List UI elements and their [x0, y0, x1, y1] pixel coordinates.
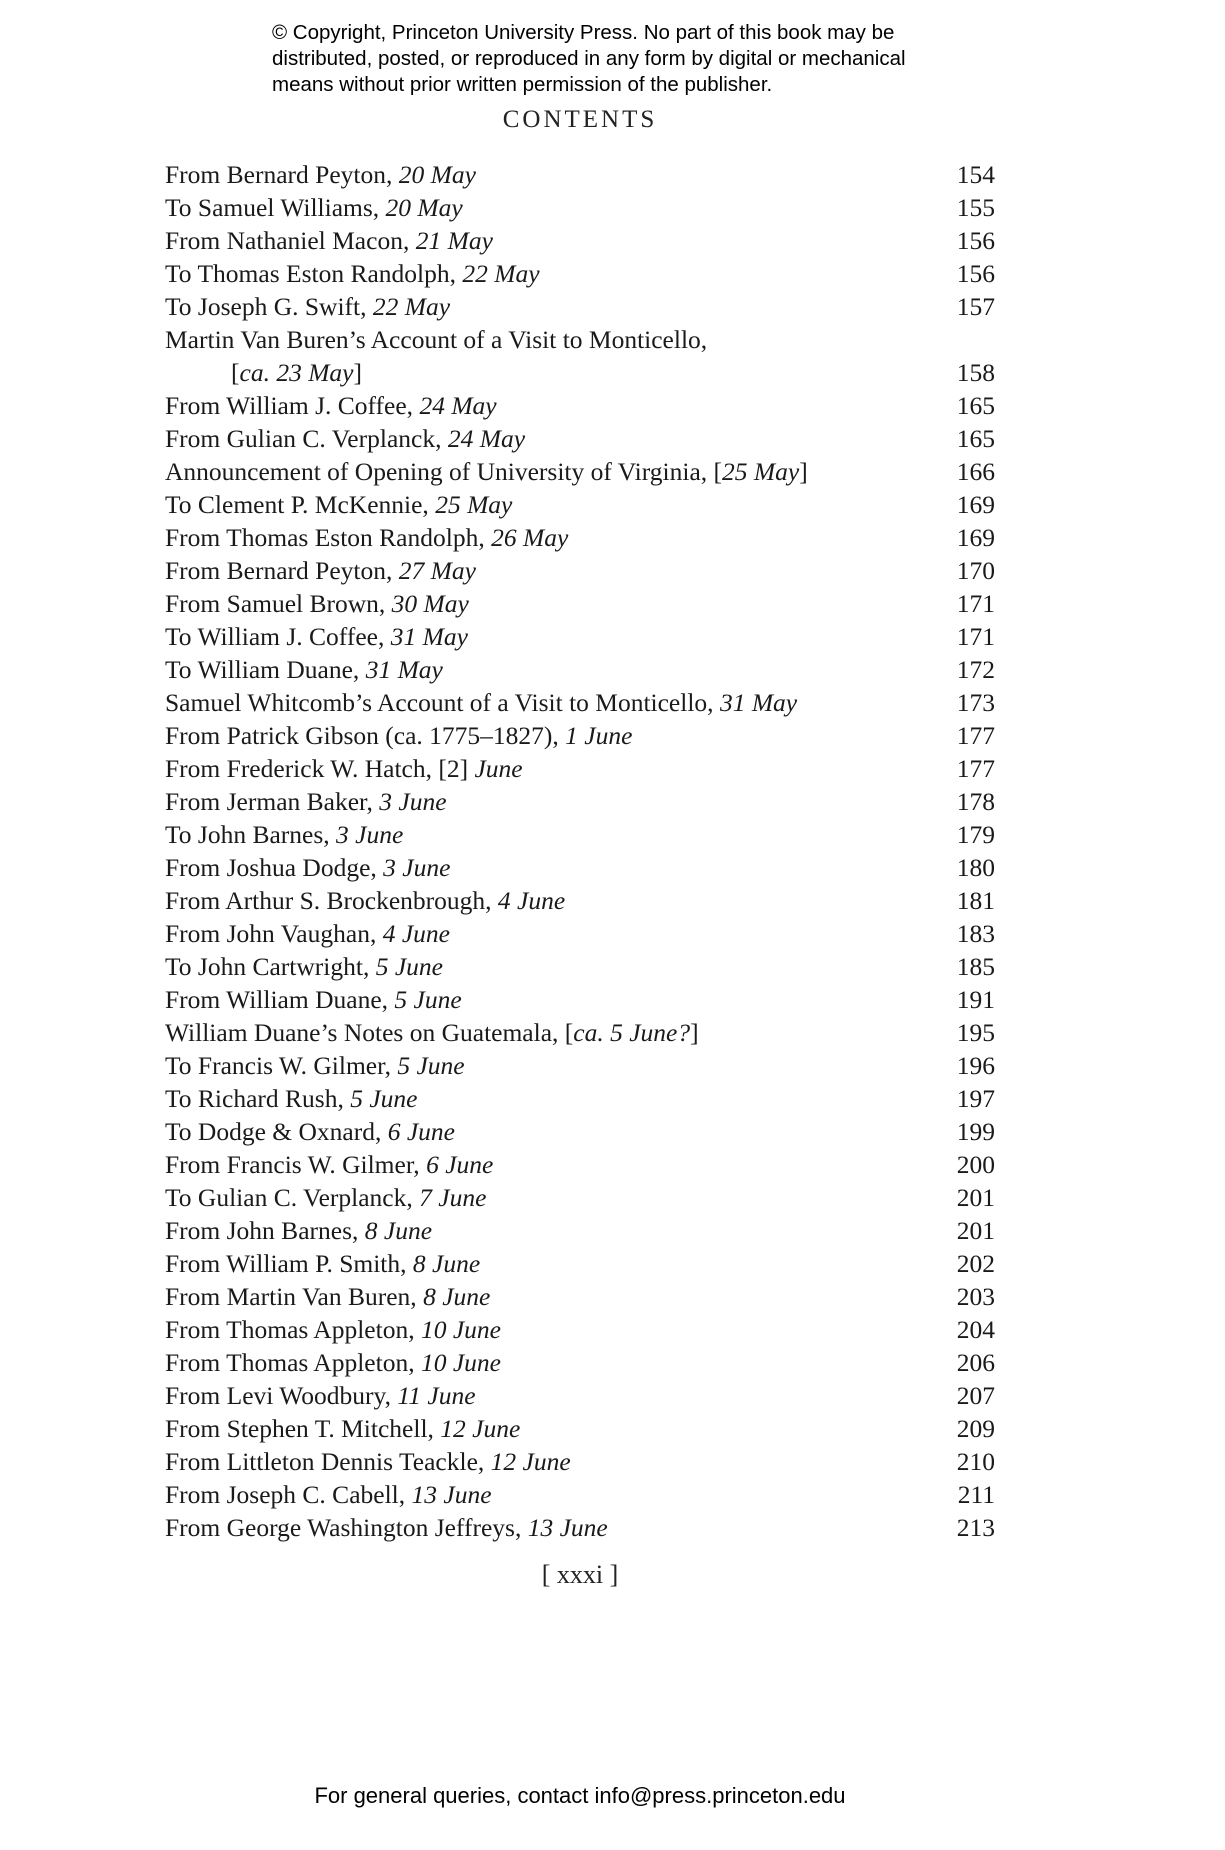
toc-entry-title — [165, 818, 403, 851]
toc-entry — [165, 1280, 995, 1313]
toc-entry-title — [165, 521, 568, 554]
toc-entry-text: To Richard Rush, — [165, 1084, 351, 1113]
toc-entry-page: 191 — [956, 985, 995, 1014]
toc-entry-text: [ — [231, 358, 240, 387]
toc-entry — [165, 1445, 995, 1478]
toc-entry-page: 196 — [956, 1051, 995, 1080]
toc-entry-page: 211 — [957, 1480, 995, 1509]
copyright-line: distributed, posted, or reproduced in any form by digital or mechanical — [272, 47, 906, 70]
toc-entry-date: 25 May — [435, 490, 513, 519]
toc-entry-page: 210 — [956, 1447, 995, 1476]
toc-entry — [165, 1247, 995, 1280]
toc-entry-page: 170 — [956, 556, 995, 585]
toc-entry-text: From Joseph C. Cabell, — [165, 1480, 412, 1509]
toc-entry — [165, 290, 995, 323]
toc-entry-title — [165, 1445, 571, 1478]
toc-entry — [165, 884, 995, 917]
toc-entry-text: From Jerman Baker, — [165, 787, 380, 816]
copyright-line: © Copyright, Princeton University Press. No part of this book may be — [272, 21, 895, 44]
toc-entry — [165, 191, 995, 224]
toc-entry — [165, 389, 995, 422]
toc-entry-page: 156 — [956, 226, 995, 255]
toc-entry — [165, 1346, 995, 1379]
toc-entry-text: William Duane’s Notes on Guatemala, [ — [165, 1018, 574, 1047]
toc-entry — [165, 224, 995, 257]
toc-entry-title — [165, 422, 525, 455]
toc-entry-date: 10 June — [420, 1315, 501, 1344]
toc-entry-title — [165, 1412, 520, 1445]
toc-entry — [165, 587, 995, 620]
toc-entry-date: ca. 23 May — [239, 358, 354, 387]
toc-entry-title — [165, 686, 797, 719]
toc-entry-title — [165, 257, 540, 290]
toc-entry — [165, 653, 995, 686]
toc-entry-date: 6 June — [387, 1117, 455, 1146]
toc-entry-text: From Thomas Appleton, — [165, 1315, 421, 1344]
toc-entry-title — [165, 719, 632, 752]
toc-entry-date: 12 June — [490, 1447, 571, 1476]
toc-entry-page: 154 — [956, 160, 995, 189]
toc-entry-text: From William Duane, — [165, 985, 395, 1014]
toc-entry-text: From Samuel Brown, — [165, 589, 392, 618]
toc-entry-page: 185 — [956, 952, 995, 981]
toc-entry-text: From Frederick W. Hatch, [2] — [165, 754, 475, 783]
toc-entry-title — [165, 290, 450, 323]
toc-entry-date: 11 June — [397, 1381, 476, 1410]
toc-entry — [165, 1478, 995, 1511]
toc-entry-date: 8 June — [412, 1249, 481, 1278]
page-title: CONTENTS — [502, 106, 658, 133]
toc-entry-date: 7 June — [419, 1183, 487, 1212]
toc-entry-date: 31 May — [390, 622, 468, 651]
toc-entry-date: 26 May — [491, 523, 569, 552]
toc-entry-date: 3 June — [379, 787, 447, 816]
toc-entry-date: 21 May — [415, 226, 493, 255]
toc-entry-text: From Bernard Peyton, — [165, 160, 399, 189]
toc-entry-suffix: ] — [799, 457, 808, 486]
toc-entry-title — [165, 983, 462, 1016]
toc-entry-text: From Thomas Appleton, — [165, 1348, 421, 1377]
toc-entry-date: 3 June — [336, 820, 404, 849]
toc-entry-page: 178 — [956, 787, 995, 816]
toc-entry-suffix: ] — [353, 358, 363, 387]
page-folio: [ xxxi ] — [541, 1560, 619, 1589]
toc-entry-page: 171 — [956, 589, 995, 618]
toc-entry — [165, 323, 995, 356]
toc-entry-date: 8 June — [423, 1282, 491, 1311]
toc-entry-title — [165, 158, 476, 191]
toc-entry — [165, 983, 995, 1016]
toc-entry-text: Announcement of Opening of University of Virginia, [ — [165, 457, 723, 486]
toc-entry — [165, 1511, 995, 1544]
toc-entry-title — [165, 884, 565, 917]
toc-entry-date: 5 June — [375, 952, 443, 981]
toc-entry-date: 31 May — [719, 688, 798, 717]
toc-entry-date: June — [474, 754, 523, 783]
toc-entry-date: 1 June — [565, 721, 633, 750]
toc-entry-text: From Levi Woodbury, — [165, 1381, 398, 1410]
toc-entry-text: To Joseph G. Swift, — [165, 292, 373, 321]
toc-entry-date: 3 June — [383, 853, 451, 882]
toc-entry-title — [165, 1016, 699, 1049]
toc-entry-text: From Martin Van Buren, — [165, 1282, 424, 1311]
toc-entry-page: 166 — [956, 457, 995, 486]
toc-entry-date: 13 June — [411, 1480, 492, 1509]
toc-entry-date: 6 June — [426, 1150, 494, 1179]
toc-entry-page: 181 — [956, 886, 995, 915]
toc-entry-title — [165, 917, 450, 950]
toc-entry-date: 13 June — [527, 1513, 608, 1542]
toc-entry-page: 165 — [956, 391, 995, 420]
toc-entry — [165, 455, 995, 488]
toc-entry-title — [165, 1214, 432, 1247]
toc-entry-text: From Littleton Dennis Teackle, — [165, 1447, 491, 1476]
toc-entry — [165, 1016, 995, 1049]
toc-entry-text: From George Washington Jeffreys, — [165, 1513, 528, 1542]
toc-entry — [165, 917, 995, 950]
toc-entry-date: 4 June — [497, 886, 566, 915]
toc-entry — [165, 1379, 995, 1412]
toc-entry — [165, 257, 995, 290]
toc-entry-page: 179 — [956, 820, 995, 849]
toc-entry-date: 20 May — [385, 193, 463, 222]
toc-entry-text: Martin Van Buren’s Account of a Visit to Monticello, — [165, 325, 708, 354]
toc-entry — [165, 620, 995, 653]
toc-entry-title — [165, 587, 469, 620]
toc-entry-text: To William Duane, — [165, 655, 366, 684]
toc-entry-date: 24 May — [447, 424, 526, 453]
toc-entry-text: To Clement P. McKennie, — [165, 490, 436, 519]
toc-entry-page: 201 — [956, 1183, 995, 1212]
toc-entry-title — [165, 191, 463, 224]
toc-entry — [165, 158, 995, 191]
toc-entry-page: 177 — [956, 754, 995, 783]
toc-entry-date: 22 May — [462, 259, 540, 288]
toc-entry-page: 209 — [956, 1414, 995, 1443]
toc-entry-title — [165, 785, 447, 818]
toc-entry-page: 197 — [956, 1084, 995, 1113]
toc-entry — [165, 488, 995, 521]
toc-entry-page: 201 — [956, 1216, 995, 1245]
toc-entry-date: 5 June — [350, 1084, 418, 1113]
toc-entry — [165, 1082, 995, 1115]
toc-entry-page: 183 — [956, 919, 995, 948]
toc-entry-title — [165, 1511, 608, 1544]
toc-entry-text: From Arthur S. Brockenbrough, — [165, 886, 498, 915]
toc-entry-page: 200 — [956, 1150, 995, 1179]
toc-entry-title — [165, 1478, 492, 1511]
toc-entry-page: 172 — [956, 655, 995, 684]
toc-entry-title — [165, 1082, 417, 1115]
toc-entry — [165, 521, 995, 554]
toc-entry-text: To Dodge & Oxnard, — [165, 1117, 388, 1146]
toc-entry-text: From Bernard Peyton, — [165, 556, 399, 585]
contents-list — [165, 158, 995, 1544]
toc-entry-text: From Gulian C. Verplanck, — [165, 424, 448, 453]
toc-entry — [165, 1181, 995, 1214]
toc-entry-text: To Thomas Eston Randolph, — [165, 259, 463, 288]
toc-entry-suffix: ] — [690, 1018, 699, 1047]
toc-entry-date: 5 June — [397, 1051, 465, 1080]
toc-entry-title — [165, 752, 523, 785]
toc-entry-page: 155 — [956, 193, 995, 222]
toc-entry — [165, 752, 995, 785]
toc-entry-text: From Joshua Dodge, — [165, 853, 384, 882]
toc-entry-date: 8 June — [364, 1216, 433, 1245]
toc-entry-title — [165, 851, 450, 884]
toc-entry-page: 169 — [956, 523, 995, 552]
toc-entry-page: 157 — [956, 292, 995, 321]
toc-entry-text: To William J. Coffee, — [165, 622, 391, 651]
toc-entry-date: 30 May — [391, 589, 469, 618]
toc-entry-title — [165, 653, 443, 686]
toc-entry-title — [165, 224, 493, 257]
copyright-notice — [272, 20, 972, 98]
toc-entry — [165, 1313, 995, 1346]
toc-entry-page: 202 — [956, 1249, 995, 1278]
toc-entry — [165, 1148, 995, 1181]
toc-entry-page: 156 — [956, 259, 995, 288]
toc-entry — [165, 1214, 995, 1247]
toc-entry-title — [165, 1313, 501, 1346]
toc-entry-page: 207 — [956, 1381, 995, 1410]
toc-entry-date: 5 June — [394, 985, 462, 1014]
toc-entry — [165, 1412, 995, 1445]
toc-entry-title — [165, 323, 707, 356]
toc-entry-page: 206 — [956, 1348, 995, 1377]
toc-entry-date: 27 May — [398, 556, 476, 585]
toc-entry-page: 213 — [956, 1513, 995, 1542]
toc-entry-date: 25 May — [722, 457, 800, 486]
toc-entry-title — [165, 389, 497, 422]
toc-entry-page: 204 — [956, 1315, 995, 1344]
toc-entry-text: To Francis W. Gilmer, — [165, 1051, 398, 1080]
toc-entry — [165, 851, 995, 884]
toc-entry-text: To John Barnes, — [165, 820, 337, 849]
toc-entry-title — [165, 1115, 455, 1148]
toc-entry-title — [165, 1181, 486, 1214]
toc-entry-title — [165, 1379, 476, 1412]
toc-entry-text: To Samuel Williams, — [165, 193, 386, 222]
toc-entry — [165, 785, 995, 818]
toc-entry-text: From John Barnes, — [165, 1216, 365, 1245]
toc-entry-date: 31 May — [365, 655, 443, 684]
toc-entry — [165, 719, 995, 752]
toc-entry-title — [165, 1280, 490, 1313]
toc-entry-text: From Thomas Eston Randolph, — [165, 523, 492, 552]
toc-entry — [165, 422, 995, 455]
toc-entry-text: From Patrick Gibson (ca. 1775–1827), — [165, 721, 566, 750]
toc-entry-text: From John Vaughan, — [165, 919, 383, 948]
toc-entry-title — [165, 356, 362, 389]
toc-entry-title — [165, 1247, 480, 1280]
footer-contact: For general queries, contact info@press.princeton.edu — [314, 1783, 846, 1808]
toc-entry — [165, 818, 995, 851]
toc-entry-text: From Francis W. Gilmer, — [165, 1150, 427, 1179]
toc-entry-title — [165, 554, 476, 587]
toc-entry — [165, 1115, 995, 1148]
toc-entry-title — [165, 1049, 465, 1082]
toc-entry — [165, 554, 995, 587]
toc-entry-page: 165 — [956, 424, 995, 453]
toc-entry-page: 195 — [956, 1018, 995, 1047]
toc-entry-page: 203 — [956, 1282, 995, 1311]
toc-entry-text: To John Cartwright, — [165, 952, 376, 981]
toc-entry-page: 177 — [956, 721, 995, 750]
toc-entry-date: ca. 5 June? — [573, 1018, 691, 1047]
toc-entry-title — [165, 950, 443, 983]
toc-entry-text: To Gulian C. Verplanck, — [165, 1183, 420, 1212]
toc-entry-page: 171 — [956, 622, 995, 651]
toc-entry-page: 158 — [956, 358, 995, 387]
toc-entry-date: 22 May — [372, 292, 451, 321]
toc-entry-text: From Stephen T. Mitchell, — [165, 1414, 441, 1443]
toc-entry — [165, 686, 995, 719]
toc-entry-date: 4 June — [382, 919, 450, 948]
toc-entry-text: From William J. Coffee, — [165, 391, 420, 420]
toc-entry-text: From Nathaniel Macon, — [165, 226, 416, 255]
toc-entry-date: 24 May — [419, 391, 497, 420]
toc-entry-title — [165, 1148, 493, 1181]
toc-entry-text: Samuel Whitcomb’s Account of a Visit to Monticello, — [165, 688, 720, 717]
toc-entry-title — [165, 1346, 501, 1379]
toc-entry-date: 12 June — [440, 1414, 521, 1443]
toc-entry-page: 173 — [956, 688, 995, 717]
toc-entry-date: 10 June — [420, 1348, 501, 1377]
toc-entry-date: 20 May — [398, 160, 476, 189]
toc-entry-page: 199 — [956, 1117, 995, 1146]
toc-entry-page: 180 — [956, 853, 995, 882]
toc-entry — [165, 1049, 995, 1082]
toc-entry-title — [165, 455, 808, 488]
toc-entry-title — [165, 488, 512, 521]
toc-entry-title — [165, 620, 468, 653]
toc-entry — [165, 356, 995, 389]
copyright-line: means without prior written permission of the publisher. — [272, 73, 773, 96]
toc-entry-text: From William P. Smith, — [165, 1249, 413, 1278]
toc-entry — [165, 950, 995, 983]
toc-entry-page: 169 — [956, 490, 995, 519]
